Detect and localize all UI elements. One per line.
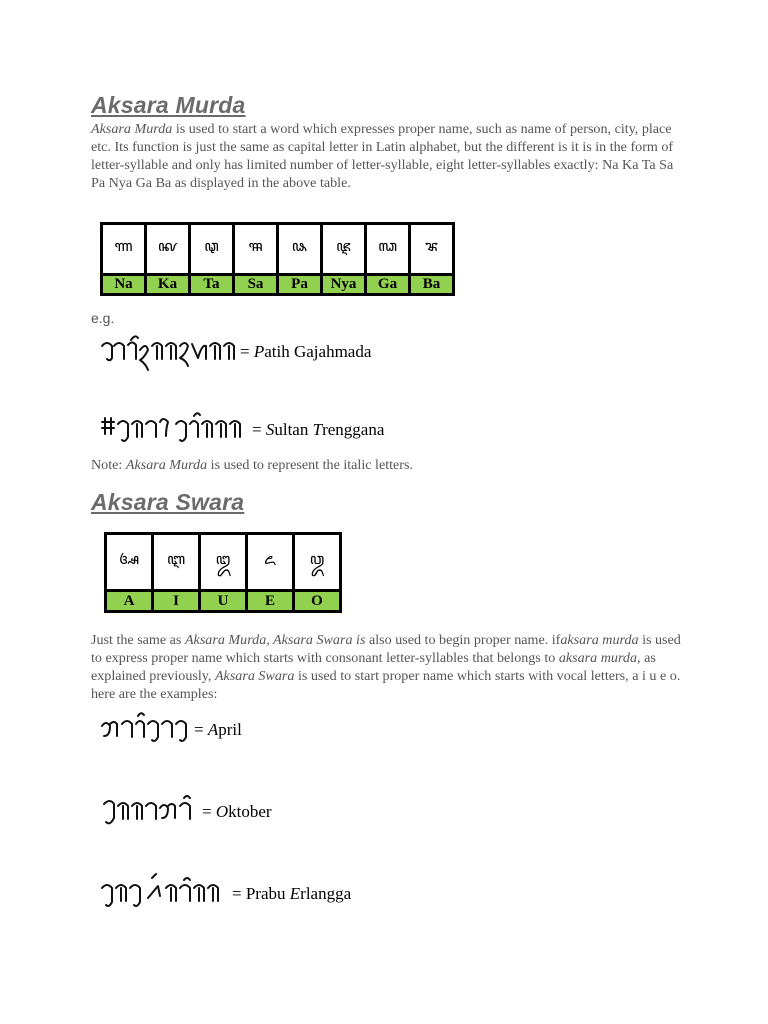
glyph-cell xyxy=(279,225,320,273)
aksara-swara-table xyxy=(104,532,342,613)
text-run: is used to start proper name which starts with vocal letters, a i u e o. here are the examples: xyxy=(91,668,681,702)
italic-term: Aksara Swara xyxy=(214,668,295,684)
rest-text: pril xyxy=(218,720,242,739)
javanese-glyph: ꦦ xyxy=(291,236,308,255)
capital-letter: E xyxy=(289,884,301,903)
glyph-cell xyxy=(107,535,151,589)
latin-label: Pa xyxy=(279,276,320,293)
javanese-glyph: ꦈ xyxy=(215,549,231,568)
rest-text: ktober xyxy=(228,802,272,821)
example-april xyxy=(100,710,242,750)
text-run: Just the same as xyxy=(91,632,185,648)
latin-label: O xyxy=(295,592,339,610)
capital-letter: A xyxy=(207,720,219,739)
javanese-glyph: ꦑ xyxy=(157,236,178,255)
javanese-glyph: ꦎ xyxy=(309,549,325,568)
heading-aksara-murda: Aksara Murda xyxy=(91,92,246,118)
latin-label: Nya xyxy=(323,276,364,293)
rest-text: renggana xyxy=(322,420,385,439)
text-run: Note: xyxy=(91,457,126,473)
text-run: is used to express proper name which starts with consonant letter-syllables that belongs to xyxy=(91,632,681,666)
capital-letter: O xyxy=(215,802,229,821)
capital-letter: S xyxy=(265,420,275,439)
paragraph-aksara-swara xyxy=(91,631,681,703)
latin-label: E xyxy=(248,592,292,610)
paragraph-aksara-murda xyxy=(91,120,681,192)
example-prabu-erlangga xyxy=(100,872,351,916)
italic-term: aksara murda xyxy=(560,632,639,648)
javanese-glyph: ꦟ xyxy=(114,236,133,255)
latin-label: A xyxy=(107,592,151,610)
note-text xyxy=(91,456,681,474)
capital-letter: P xyxy=(253,342,265,361)
glyph-cell xyxy=(367,225,408,273)
italic-term: aksara murda xyxy=(558,650,638,666)
glyph-cell xyxy=(154,535,198,589)
latin-equivalent-text: = Prabu Erlangga xyxy=(232,884,352,903)
glyph-cell xyxy=(235,225,276,273)
text-run: , as explained previously, xyxy=(91,650,656,684)
javanese-script-image xyxy=(100,332,238,372)
javanese-script-image xyxy=(100,710,192,750)
javanese-glyph: ꦌ xyxy=(264,549,276,568)
latin-label: Ga xyxy=(367,276,408,293)
javanese-glyph: ꦆ xyxy=(166,549,186,568)
text-run: also used to begin proper name. if xyxy=(365,632,561,648)
example-patih-gajahmada xyxy=(100,332,371,372)
latin-label: Sa xyxy=(235,276,276,293)
glyph-cell xyxy=(411,225,452,273)
italic-term: Aksara Murda xyxy=(125,457,208,473)
latin-label: U xyxy=(201,592,245,610)
glyph-cell xyxy=(248,535,292,589)
javanese-glyph: ꦡ xyxy=(204,236,219,255)
eg-label: e.g. xyxy=(91,310,115,326)
latin-label: Ba xyxy=(411,276,452,293)
glyph-cell xyxy=(103,225,144,273)
latin-equivalent-text: = Oktober xyxy=(202,802,272,821)
javanese-glyph: ꦄ xyxy=(118,549,140,568)
javanese-script-image xyxy=(100,872,230,916)
javanese-glyph: ꦓ xyxy=(378,236,397,255)
javanese-glyph: ꦨ xyxy=(424,236,439,255)
heading-aksara-swara: Aksara Swara xyxy=(91,489,245,515)
prefix-text: Prabu xyxy=(245,884,290,903)
rest-text: ultan xyxy=(274,420,313,439)
javanese-glyph: ꦯ xyxy=(248,236,263,255)
text-run: is used to start a word which expresses proper name, such as name of person, city, place etc. Its function is just the same as capital letter in Latin alphabet, but the different is it is in the form of letter-syllable and only has limited number of letter-syllable, eight letter-syllables exactly: Na Ka Ta Sa Pa Nya Ga Ba as displayed in the above table. xyxy=(91,121,674,191)
italic-term: Aksara Murda, Aksara Swara is xyxy=(184,632,366,648)
rest-text: rlangga xyxy=(300,884,352,903)
aksara-murda-table xyxy=(100,222,455,296)
example-oktober xyxy=(100,792,272,832)
italic-term: Aksara Murda xyxy=(91,121,173,137)
example-sultan-trenggana xyxy=(100,410,384,450)
latin-equivalent-text: = Patih Gajahmada xyxy=(240,342,372,361)
latin-label: Ta xyxy=(191,276,232,293)
latin-label: I xyxy=(154,592,198,610)
latin-equivalent-text: = April xyxy=(194,720,242,739)
latin-label: Na xyxy=(103,276,144,293)
glyph-cell xyxy=(147,225,188,273)
glyph-cell xyxy=(191,225,232,273)
glyph-cell xyxy=(323,225,364,273)
latin-label: Ka xyxy=(147,276,188,293)
capital-letter: T xyxy=(312,420,323,439)
glyph-cell xyxy=(295,535,339,589)
javanese-glyph: ꦘ xyxy=(336,236,351,255)
rest-text: atih Gajahmada xyxy=(264,342,372,361)
glyph-cell xyxy=(201,535,245,589)
javanese-script-image xyxy=(100,410,250,450)
latin-equivalent-text: = Sultan Trenggana xyxy=(252,420,385,439)
javanese-script-image xyxy=(100,792,200,832)
text-run: is used to represent the italic letters. xyxy=(207,457,414,473)
